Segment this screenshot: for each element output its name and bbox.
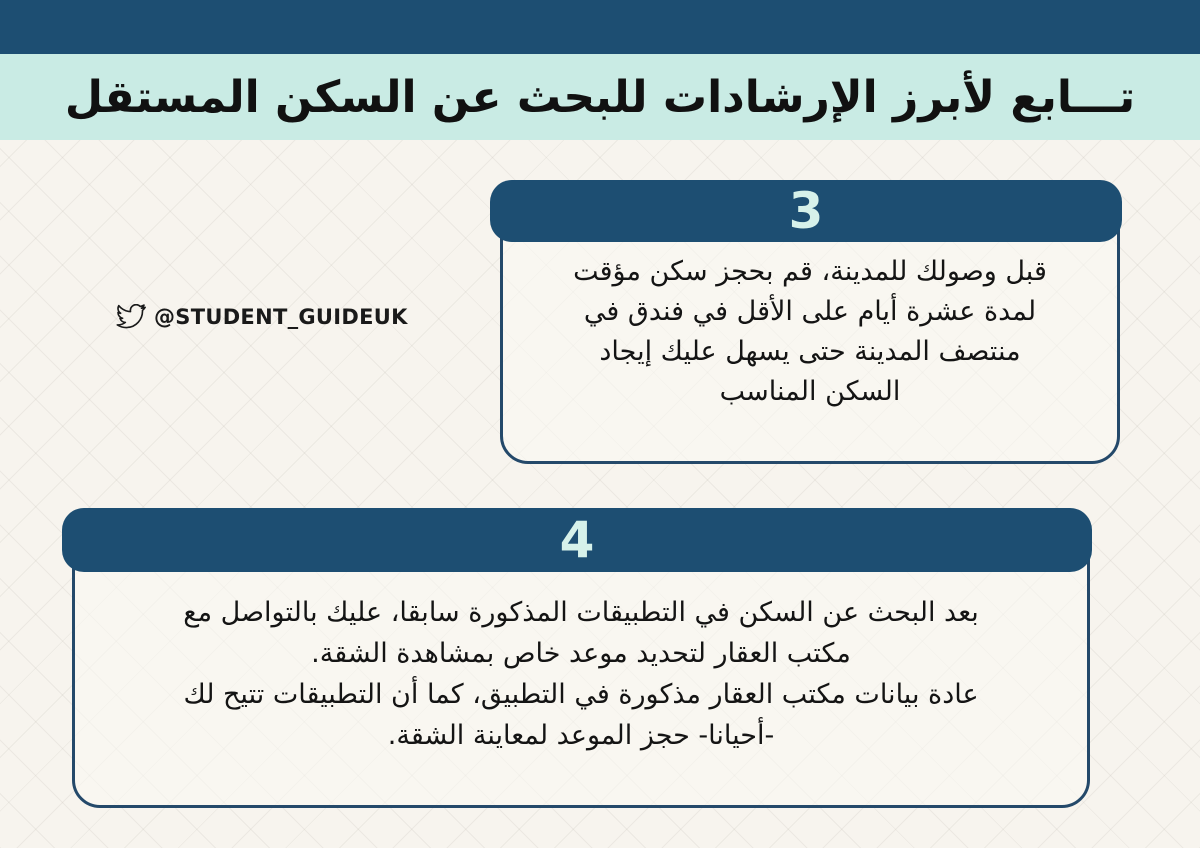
title-banner: [0, 54, 1200, 140]
tip-3-line: قبل وصولك للمدينة، قم بحجز سكن مؤقت: [573, 256, 1047, 287]
tip-4-line: مكتب العقار لتحديد موعد خاص بمشاهدة الشقة.: [311, 638, 851, 669]
tip-card-4-text: [100, 592, 1062, 792]
social-handle[interactable]: [116, 304, 408, 330]
tip-number-3: 3: [788, 182, 824, 240]
tip-3-line: لمدة عشرة أيام على الأقل في فندق في: [583, 296, 1037, 327]
tip-card-3-header: [490, 180, 1122, 242]
tip-4-line: عادة بيانات مكتب العقار مذكورة في التطبيق، كما أن التطبيقات تتيح لك: [183, 679, 979, 710]
tip-4-line: بعد البحث عن السكن في التطبيقات المذكورة سابقا، عليك بالتواصل مع: [183, 597, 979, 628]
twitter-handle-text: @STUDENT_GUIDEUK: [154, 305, 408, 329]
tip-3-line: السكن المناسب: [719, 376, 901, 407]
tip-card-3-text: [520, 252, 1100, 452]
top-banner-bar: [0, 0, 1200, 54]
page-title: تـــابع لأبرز الإرشادات للبحث عن السكن المستقل: [64, 71, 1136, 123]
tip-4-line: -أحيانا- حجز الموعد لمعاينة الشقة.: [387, 720, 775, 751]
twitter-bird-icon: [116, 304, 146, 330]
tip-card-4-header: [62, 508, 1092, 572]
tip-number-4: 4: [559, 511, 595, 569]
tip-3-line: منتصف المدينة حتى يسهل عليك إيجاد: [599, 336, 1021, 367]
